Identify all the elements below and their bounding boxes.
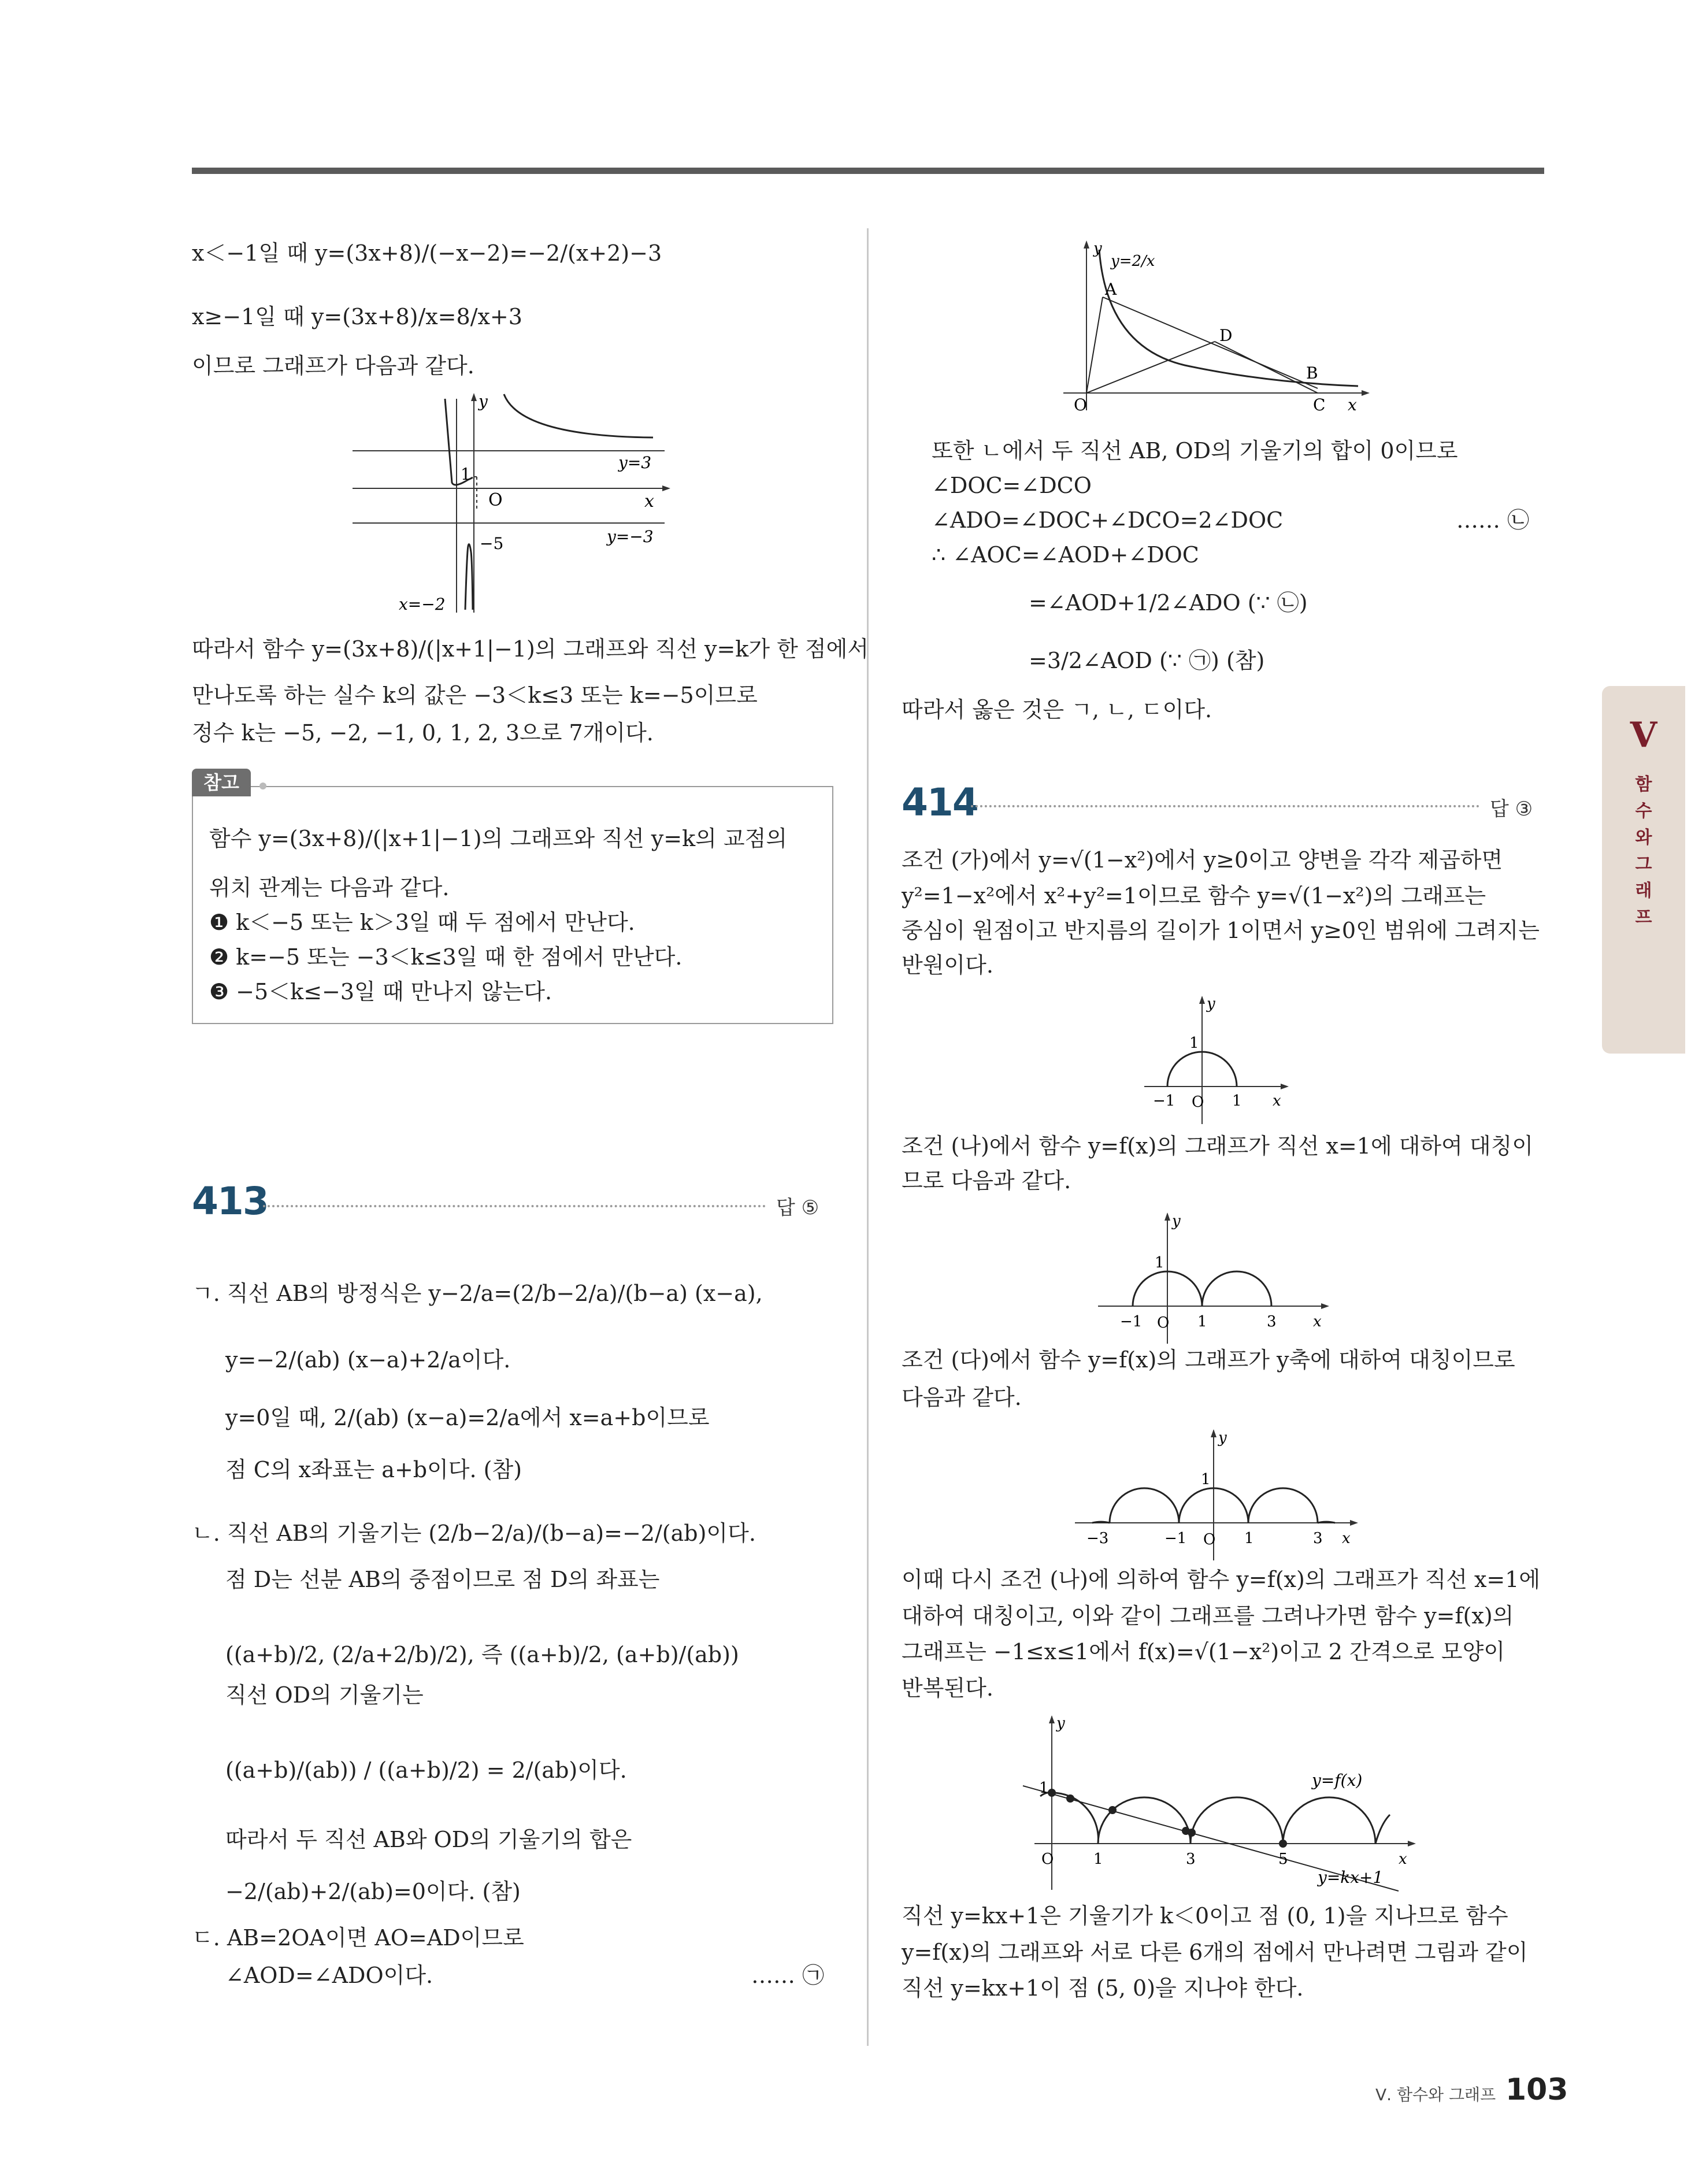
solution-line: ㄷ. AB=2OA이면 AO=AD이므로 <box>192 1925 524 1951</box>
solution-line: y=−2/(ab) (x−a)+2/a이다. <box>225 1347 511 1373</box>
tick-label: −1 <box>1120 1313 1143 1330</box>
tick-label: −1 <box>1153 1092 1175 1110</box>
text-line: 이므로 그래프가 다음과 같다. <box>192 353 474 379</box>
graph-two-arcs <box>1098 1205 1341 1344</box>
point-label: D <box>1219 326 1233 345</box>
point-label: B <box>1306 364 1318 383</box>
chapter-title-char: 프 <box>1635 907 1652 928</box>
axis-label-y: y <box>479 392 488 411</box>
tick-label: 3 <box>1313 1530 1323 1547</box>
solution-line: y²=1−x²에서 x²+y²=1이므로 함수 y=√(1−x²)의 그래프는 <box>902 883 1486 909</box>
graph-rational-function <box>353 387 676 613</box>
origin-label: O <box>488 490 503 510</box>
origin-label: O <box>1203 1531 1216 1548</box>
solution-line: 므로 다음과 같다. <box>902 1168 1071 1193</box>
origin-label: O <box>1157 1314 1170 1332</box>
solution-line: 점 D는 선분 AB의 중점이므로 점 D의 좌표는 <box>225 1567 660 1592</box>
chapter-title-char: 그 <box>1635 854 1652 874</box>
axis-label-y: y <box>1093 240 1102 257</box>
axis-label-x: x <box>1313 1313 1322 1330</box>
chapter-title-char: 와 <box>1635 828 1652 848</box>
axis-label-y: y <box>1056 1715 1065 1732</box>
chapter-roman-numeral: V <box>1630 715 1657 755</box>
text-line: =∠AOD+1/2∠ADO (∵ ㉡) <box>1029 590 1308 615</box>
solution-line: ㄱ. 직선 AB의 방정식은 y−2/a=(2/b−2/a)/(b−a) (x−a), <box>192 1281 763 1306</box>
axis-label-y: y <box>1207 995 1215 1013</box>
solution-line: 직선 y=kx+1은 기울기가 k＜0이고 점 (0, 1)을 지나므로 함수 <box>902 1903 1508 1929</box>
note-tag: 참고 <box>192 769 251 796</box>
asymptote-label: x=−2 <box>399 595 446 613</box>
origin-label: O <box>1074 395 1087 414</box>
solution-line: 조건 (가)에서 y=√(1−x²)에서 y≥0이고 양변을 각각 제곱하면 <box>902 847 1503 873</box>
problem-number: 413 <box>192 1179 268 1223</box>
note-line: ❶ k＜−5 또는 k＞3일 때 두 점에서 만난다. <box>209 910 635 935</box>
tick-label: 3 <box>1186 1851 1196 1868</box>
solution-line: ∠AOD=∠ADO이다. <box>225 1963 433 1988</box>
function-label: y=f(x) <box>1312 1771 1363 1790</box>
line-label: y=kx+1 <box>1318 1868 1384 1887</box>
asymptote-label: y=−3 <box>607 527 654 546</box>
leader-dots <box>971 805 1479 807</box>
solution-line: ㄴ. 직선 AB의 기울기는 (2/b−2/a)/(b−a)=−2/(ab)이다. <box>192 1521 756 1546</box>
solution-line: 중심이 원점이고 반지름의 길이가 1이면서 y≥0인 범위에 그려지는 <box>902 918 1540 943</box>
text-line: ∠ADO=∠DOC+∠DCO=2∠DOC <box>932 507 1284 533</box>
solution-line: 이때 다시 조건 (나)에 의하여 함수 y=f(x)의 그래프가 직선 x=1에 <box>902 1567 1541 1592</box>
text-line: ∠DOC=∠DCO <box>932 473 1092 498</box>
solution-line: ((a+b)/2, (2/a+2/b)/2), 즉 ((a+b)/2, (a+b)/(ab)) <box>225 1642 739 1667</box>
graph-periodic-with-line <box>1017 1705 1422 1896</box>
solution-line: 조건 (나)에서 함수 y=f(x)의 그래프가 직선 x=1에 대하여 대칭이 <box>902 1133 1534 1159</box>
axis-label-x: x <box>1399 1851 1407 1868</box>
chapter-title-char: 래 <box>1635 881 1652 901</box>
text-line: 또한 ㄴ에서 두 직선 AB, OD의 기울기의 합이 0이므로 <box>932 438 1458 464</box>
header-rule <box>192 168 1544 174</box>
solution-line: 따라서 두 직선 AB와 OD의 기울기의 합은 <box>225 1827 632 1852</box>
note-line: ❸ −5＜k≤−3일 때 만나지 않는다. <box>209 979 552 1004</box>
page-number: 103 <box>1505 2072 1568 2107</box>
point-label: A <box>1105 280 1117 299</box>
note-line: 위치 관계는 다음과 같다. <box>209 875 450 900</box>
tick-label: 1 <box>461 465 471 484</box>
solution-line: −2/(ab)+2/(ab)=0이다. (참) <box>225 1879 521 1904</box>
chapter-title-char: 함 <box>1635 774 1652 795</box>
chapter-title-vertical <box>1602 772 1685 931</box>
graph-semicircle <box>1144 991 1306 1124</box>
reference-mark: …… ㉡ <box>1456 507 1530 533</box>
solution-line: 그래프는 −1≤x≤1에서 f(x)=√(1−x²)이고 2 간격으로 모양이 <box>902 1639 1505 1664</box>
tick-label: −5 <box>480 534 504 553</box>
solution-line: 점 C의 x좌표는 a+b이다. (참) <box>225 1457 522 1482</box>
axis-label-y: y <box>1218 1429 1227 1447</box>
solution-line: 직선 OD의 기울기는 <box>225 1682 424 1708</box>
axis-label-y: y <box>1172 1212 1181 1230</box>
text-line: 따라서 옳은 것은 ㄱ, ㄴ, ㄷ이다. <box>902 697 1212 722</box>
axis-label-x: x <box>1273 1092 1281 1110</box>
solution-line: y=0일 때, 2/(ab) (x−a)=2/a에서 x=a+b이므로 <box>225 1405 710 1430</box>
tick-label: 1 <box>1093 1851 1103 1868</box>
origin-label: O <box>1041 1851 1054 1868</box>
asymptote-label: y=3 <box>618 453 652 472</box>
problem-number: 414 <box>902 780 978 825</box>
tick-label: 1 <box>1201 1471 1211 1488</box>
leader-dots <box>263 1205 766 1207</box>
solution-line: 대하여 대칭이고, 이와 같이 그래프를 그려나가면 함수 y=f(x)의 <box>902 1603 1514 1629</box>
function-label: y=2/x <box>1111 253 1155 270</box>
text-line: x≥−1일 때 y=(3x+8)/x=8/x+3 <box>192 304 522 329</box>
tick-label: 1 <box>1197 1313 1207 1330</box>
note-line: ❷ k=−5 또는 −3＜k≤3일 때 한 점에서 만난다. <box>209 944 683 970</box>
graph-hyperbola-triangle <box>1063 237 1375 416</box>
point-label: C <box>1313 395 1326 414</box>
solution-line: 다음과 같다. <box>902 1385 1022 1410</box>
text-line: 따라서 함수 y=(3x+8)/(|x+1|−1)의 그래프와 직선 y=k가 한 점에서 <box>192 636 869 662</box>
tick-label: −3 <box>1086 1530 1109 1547</box>
footer-section: Ⅴ. 함수와 그래프 <box>1375 2085 1496 2104</box>
tick-label: 1 <box>1189 1034 1199 1052</box>
text-line: ∴ ∠AOC=∠AOD+∠DOC <box>932 542 1199 568</box>
axis-label-x: x <box>1342 1530 1351 1547</box>
tick-label: 1 <box>1232 1092 1242 1110</box>
solution-line: y=f(x)의 그래프와 서로 다른 6개의 점에서 만나려면 그림과 같이 <box>902 1940 1528 1965</box>
tick-label: 1 <box>1155 1254 1164 1271</box>
axis-label-x: x <box>1348 395 1357 414</box>
axis-label-x: x <box>644 491 654 511</box>
text-line: 만나도록 하는 실수 k의 값은 −3＜k≤3 또는 k=−5이므로 <box>192 683 758 708</box>
origin-label: O <box>1192 1093 1204 1111</box>
chapter-side-tab[interactable] <box>1602 686 1685 1054</box>
column-divider <box>867 228 869 2046</box>
tick-label: 1 <box>1244 1530 1254 1547</box>
note-line: 함수 y=(3x+8)/(|x+1|−1)의 그래프와 직선 y=k의 교점의 <box>209 826 788 851</box>
reference-mark: …… ㉠ <box>751 1963 825 1988</box>
answer-mark: 답 ⑤ <box>776 1196 819 1219</box>
solution-line: 직선 y=kx+1이 점 (5, 0)을 지나야 한다. <box>902 1975 1304 2001</box>
graph-four-arcs <box>1075 1422 1375 1560</box>
text-line: =3/2∠AOD (∵ ㉠) (참) <box>1029 648 1265 673</box>
solution-line: 반원이다. <box>902 952 993 978</box>
solution-line: 반복된다. <box>902 1675 993 1701</box>
note-dot-icon <box>254 777 272 795</box>
solution-line: 조건 (다)에서 함수 y=f(x)의 그래프가 y축에 대하여 대칭이므로 <box>902 1347 1515 1373</box>
chapter-title-char: 수 <box>1635 801 1652 821</box>
tick-label: 1 <box>1039 1779 1049 1797</box>
tick-label: 3 <box>1267 1313 1277 1330</box>
text-line: x＜−1일 때 y=(3x+8)/(−x−2)=−2/(x+2)−3 <box>192 240 662 266</box>
text-line: 정수 k는 −5, −2, −1, 0, 1, 2, 3으로 7개이다. <box>192 720 654 746</box>
solution-line: ((a+b)/(ab)) / ((a+b)/2) = 2/(ab)이다. <box>225 1757 627 1783</box>
tick-label: 5 <box>1278 1851 1288 1868</box>
answer-mark: 답 ③ <box>1490 798 1533 821</box>
tick-label: −1 <box>1164 1530 1187 1547</box>
